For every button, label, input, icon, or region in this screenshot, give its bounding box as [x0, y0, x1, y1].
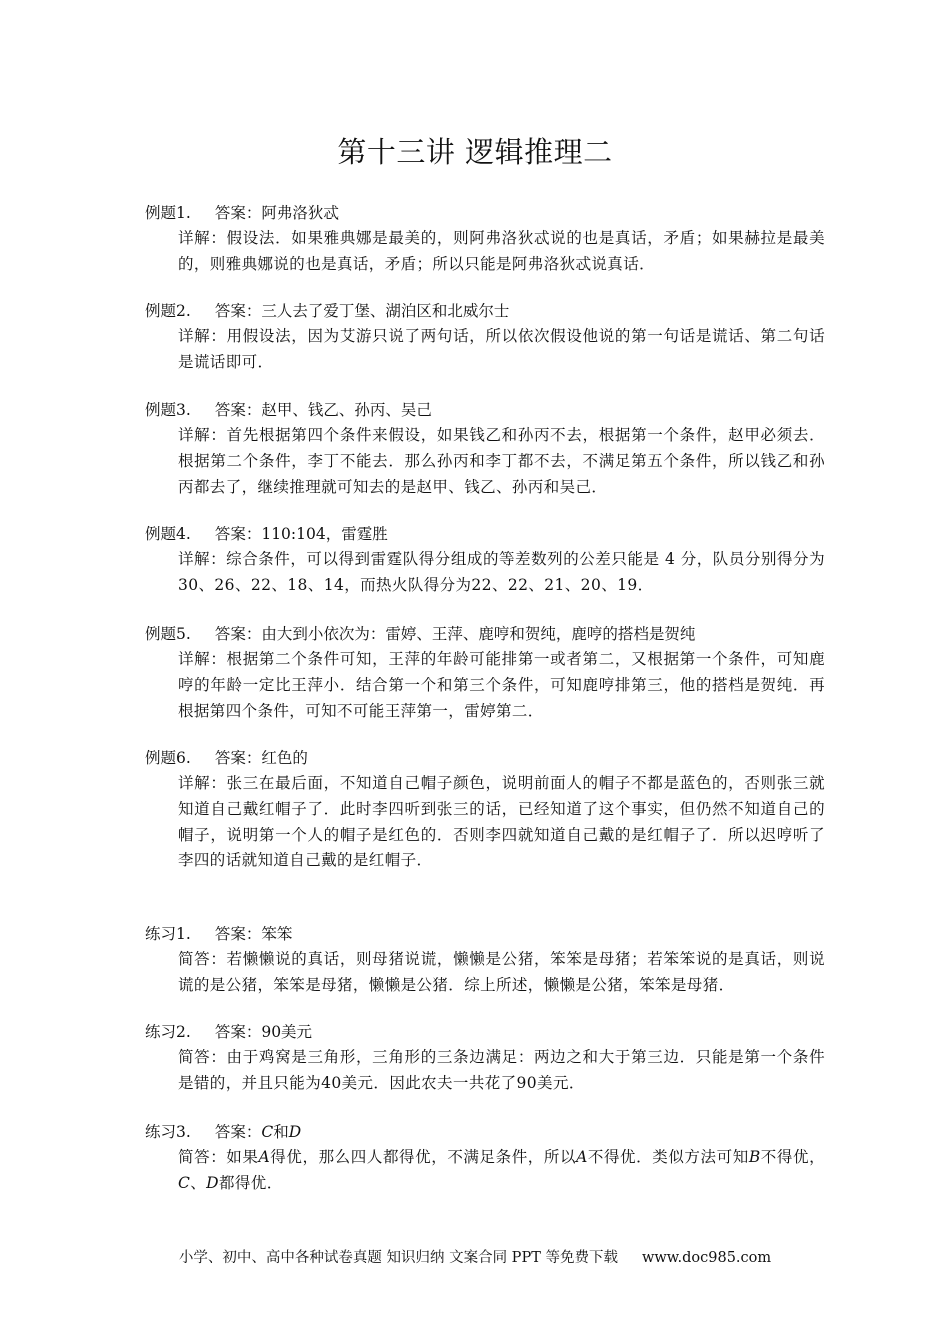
item-label: 练习	[145, 1023, 177, 1041]
answer-label: 答案：	[214, 1123, 262, 1141]
answer-var-d: D	[288, 1123, 302, 1141]
footer-text: 小学、初中、高中各种试卷真题 知识归纳 文案合同 PPT 等免费下载	[178, 1250, 618, 1266]
item-label: 例题	[145, 401, 177, 419]
detail-text: 首先根据第四个条件来假设，如果钱乙和孙丙不去，根据第一个条件，赵甲必须去．根据第二个条件，李丁不能去．那么孙丙和李丁都不去，不满足第五个条件，所以钱乙和孙丙都去了，继续推理就可知去的是赵甲、钱乙、孙丙和吴己．	[178, 426, 825, 496]
item-label: 例题	[145, 525, 177, 543]
item-label: 例题	[145, 749, 177, 767]
detail-var: B	[748, 1148, 761, 1166]
item-detail	[178, 771, 825, 874]
item-head	[145, 1119, 825, 1145]
detail-var: A	[576, 1148, 588, 1166]
item-label: 例题	[145, 204, 177, 222]
detail-text: 不得优．类似方法可知	[587, 1148, 749, 1166]
exercise-2	[145, 1019, 825, 1097]
example-5	[145, 621, 825, 724]
detail-text: 由于鸡窝是三角形，三角形的三条边满足：两边之和大于第三边．只能是第一个条件是错的，并且只能为40美元．因此农夫一共花了90美元．	[178, 1048, 825, 1092]
page-footer	[0, 1246, 950, 1267]
answer-label: 答案：	[214, 401, 262, 419]
detail-text: 用假设法，因为艾游只说了两句话，所以依次假设他说的第一句话是谎话、第二句话是谎话即可．	[178, 327, 825, 371]
answer-label: 答案：	[214, 625, 262, 643]
example-4	[145, 521, 825, 599]
detail-text: 都得优．	[219, 1173, 283, 1192]
item-number: 2.	[176, 302, 191, 320]
answer-label: 答案：	[214, 1023, 262, 1041]
detail-label: 简答：	[178, 1148, 227, 1166]
item-detail	[178, 1145, 825, 1197]
detail-var: A	[258, 1148, 271, 1166]
answer-label: 答案：	[214, 204, 262, 222]
answer-label: 答案：	[214, 525, 262, 543]
detail-text: 不得优，	[760, 1148, 825, 1166]
answer-label: 答案：	[214, 749, 262, 767]
item-head	[145, 397, 825, 423]
answer-var-c: C	[261, 1123, 274, 1141]
detail-var: C	[178, 1173, 191, 1192]
item-head	[145, 521, 825, 547]
detail-text: 根据第二个条件可知，王萍的年龄可能排第一或者第二，又根据第一个条件，可知鹿哼的年龄一定比王萍小．结合第一个和第三个条件，可知鹿哼排第三，他的搭档是贺纯．再根据第四个条件，可知不可能王萍第一，雷婷第二．	[178, 650, 825, 720]
example-1	[145, 200, 825, 278]
item-number: 5.	[176, 625, 191, 643]
item-detail	[178, 226, 825, 278]
item-number: 2.	[176, 1023, 191, 1041]
exercise-3	[145, 1119, 825, 1197]
item-label: 例题	[145, 625, 177, 643]
item-head	[145, 298, 825, 324]
footer-site-link[interactable]: www.doc985.com	[641, 1250, 772, 1266]
item-number: 3.	[176, 1123, 191, 1141]
example-6	[145, 745, 825, 874]
item-label: 例题	[145, 302, 177, 320]
item-head	[145, 621, 825, 647]
item-detail	[178, 947, 825, 999]
answer-text: 三人去了爱丁堡、湖泊区和北威尔士	[261, 302, 510, 320]
item-head	[145, 745, 825, 771]
answer-text: 红色的	[261, 749, 308, 767]
item-label: 练习	[145, 925, 177, 943]
example-2	[145, 298, 825, 376]
answer-text: 110:104，雷霆胜	[261, 525, 388, 543]
detail-text: 如果	[226, 1148, 259, 1166]
item-head	[145, 921, 825, 947]
detail-text: 综合条件，可以得到雷霆队得分组成的等差数列的公差只能是 4 分，队员分别得分为30、26、22、18、14，而热火队得分为22、22、21、20、19．	[178, 550, 825, 594]
detail-text: 若懒懒说的真话，则母猪说谎，懒懒是公猪，笨笨是母猪；若笨笨说的是真话，则说谎的是公猪，笨笨是母猪，懒懒是公猪．综上所述，懒懒是公猪，笨笨是母猪．	[178, 950, 825, 994]
item-number: 1.	[176, 925, 191, 943]
detail-label: 详解：	[178, 327, 227, 345]
example-3	[145, 397, 825, 500]
item-detail	[178, 324, 825, 376]
item-number: 4.	[176, 525, 191, 543]
answer-text: 赵甲、钱乙、孙丙、吴己	[261, 401, 432, 419]
item-number: 3.	[176, 401, 191, 419]
item-label: 练习	[145, 1123, 177, 1141]
page-title: 第十三讲 逻辑推理二	[337, 135, 613, 169]
item-number: 6.	[176, 749, 191, 767]
detail-label: 详解：	[178, 774, 227, 792]
detail-label: 详解：	[178, 650, 227, 668]
item-detail	[178, 547, 825, 599]
detail-text: 张三在最后面，不知道自己帽子颜色，说明前面人的帽子不都是蓝色的，否则张三就知道自己戴红帽子了．此时李四听到张三的话，已经知道了这个事实，但仍然不知道自己的帽子，说明第一个人的帽子是红色的．否则李四就知道自己戴的是红帽子了．所以迟哼听了李四的话就知道自己戴的是红帽子．	[178, 774, 825, 870]
answer-conj: 和	[273, 1123, 289, 1141]
detail-label: 详解：	[178, 229, 227, 247]
answer-text: 笨笨	[261, 925, 293, 943]
answer-label: 答案：	[214, 925, 262, 943]
item-head	[145, 200, 825, 226]
detail-text: 、	[190, 1173, 207, 1192]
answer-label: 答案：	[214, 302, 262, 320]
item-detail	[178, 1045, 825, 1097]
item-head	[145, 1019, 825, 1045]
detail-label: 简答：	[178, 950, 227, 968]
exercise-1	[145, 921, 825, 999]
item-detail	[178, 423, 825, 500]
detail-label: 详解：	[178, 550, 227, 568]
item-number: 1.	[176, 204, 191, 222]
answer-text: 由大到小依次为：雷婷、王萍、鹿哼和贺纯，鹿哼的搭档是贺纯	[261, 625, 696, 643]
answer-text: 阿弗洛狄忒	[261, 204, 339, 222]
detail-label: 简答：	[178, 1048, 227, 1066]
item-detail	[178, 647, 825, 724]
detail-label: 详解：	[178, 426, 227, 444]
answer-text: 90美元	[261, 1023, 313, 1041]
detail-text: 假设法．如果雅典娜是最美的，则阿弗洛狄忒说的也是真话，矛盾；如果赫拉是最美的，则雅典娜说的也是真话，矛盾；所以只能是阿弗洛狄忒说真话．	[178, 229, 825, 273]
detail-text: 得优，那么四人都得优，不满足条件，所以	[270, 1148, 577, 1166]
detail-var: D	[206, 1173, 219, 1192]
